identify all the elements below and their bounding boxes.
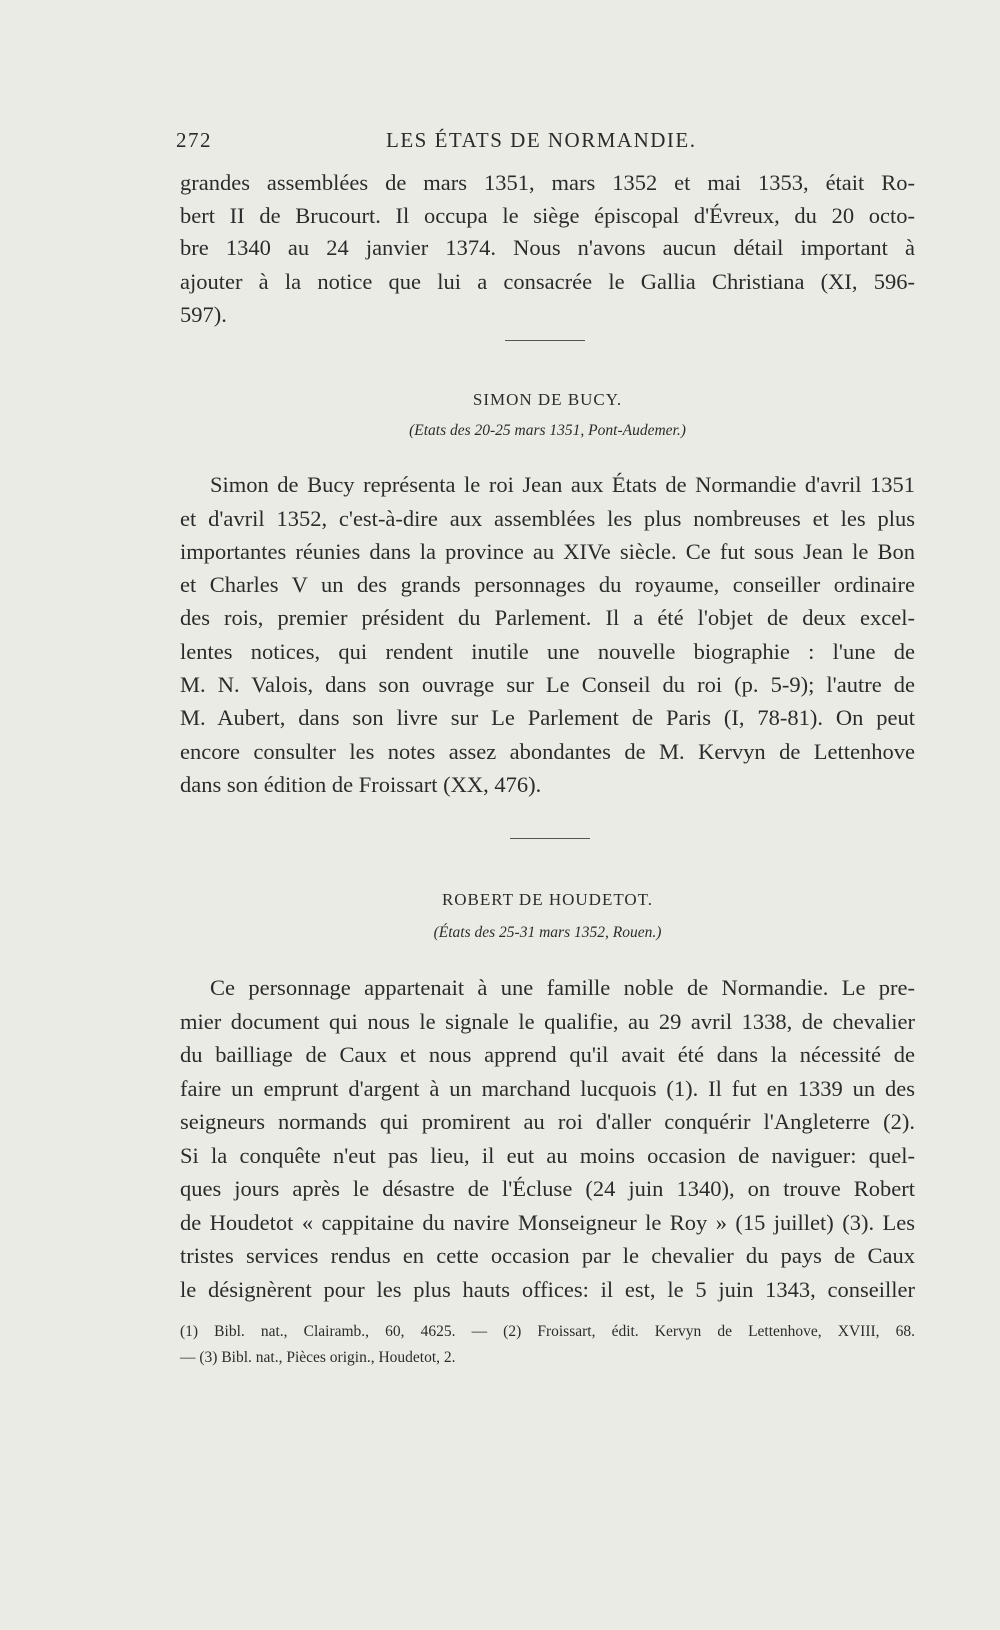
running-title: LES ÉTATS DE NORMANDIE. xyxy=(386,128,697,152)
paragraph-line: des rois, premier président du Parlement. Il a été l'objet de deux excel- xyxy=(180,605,915,630)
paragraph-line: dans son édition de Froissart (XX, 476). xyxy=(180,772,542,797)
footnote-line: — (3) Bibl. nat., Pièces origin., Houdetot, 2. xyxy=(180,1349,456,1366)
paragraph-line: du bailliage de Caux et nous apprend qu'il avait été dans la nécessité de xyxy=(180,1042,915,1067)
intro-line: 597). xyxy=(180,302,227,327)
intro-line: bre 1340 au 24 janvier 1374. Nous n'avons aucun détail important à xyxy=(180,235,915,260)
paragraph-line: tristes services rendus en cette occasion par le chevalier du pays de Caux xyxy=(180,1243,915,1268)
section-divider xyxy=(505,340,585,341)
paragraph-line: lentes notices, qui rendent inutile une nouvelle biographie : l'une de xyxy=(180,639,915,664)
footnote-line: (1) Bibl. nat., Clairamb., 60, 4625. — (2) Froissart, édit. Kervyn de Lettenhove, XVIII, 68. xyxy=(180,1323,915,1340)
intro-line: ajouter à la notice que lui a consacrée le Gallia Christiana (XI, 596- xyxy=(180,269,915,294)
paragraph-line: Ce personnage appartenait à une famille noble de Normandie. Le pre- xyxy=(210,975,915,1000)
section-title: ROBERT DE HOUDETOT. xyxy=(441,890,654,909)
paragraph-line: Simon de Bucy représenta le roi Jean aux États de Normandie d'avril 1351 xyxy=(210,472,915,497)
paragraph-line: Si la conquête n'eut pas lieu, il eut au moins occasion de naviguer: quel- xyxy=(180,1143,915,1168)
paragraph-line: importantes réunies dans la province au XIVe siècle. Ce fut sous Jean le Bon xyxy=(180,539,915,564)
running-head xyxy=(176,128,916,158)
paragraph-line: ques jours après le désastre de l'Écluse (24 juin 1340), on trouve Robert xyxy=(180,1176,915,1201)
section-subtitle: (États des 25-31 mars 1352, Rouen.) xyxy=(433,924,662,941)
paragraph-line: et d'avril 1352, c'est-à-dire aux assemblées les plus nombreuses et les plus xyxy=(180,506,915,531)
paragraph-line: de Houdetot « cappitaine du navire Monseigneur le Roy » (15 juillet) (3). Les xyxy=(180,1210,915,1235)
section-title: SIMON DE BUCY. xyxy=(472,390,623,409)
paragraph-line: et Charles V un des grands personnages du royaume, conseiller ordinaire xyxy=(180,572,915,597)
paragraph-line: M. Aubert, dans son livre sur Le Parlement de Paris (I, 78-81). On peut xyxy=(180,705,915,730)
paragraph-line: M. N. Valois, dans son ouvrage sur Le Conseil du roi (p. 5-9); l'autre de xyxy=(180,672,915,697)
paragraph-line: seigneurs normands qui promirent au roi d'aller conquérir l'Angleterre (2). xyxy=(180,1109,915,1134)
paragraph-line: le désignèrent pour les plus hauts offices: il est, le 5 juin 1343, conseiller xyxy=(180,1277,915,1302)
paragraph-line: mier document qui nous le signale le qualifie, au 29 avril 1338, de chevalier xyxy=(180,1009,915,1034)
intro-line: grandes assemblées de mars 1351, mars 1352 et mai 1353, était Ro- xyxy=(180,170,915,195)
section-subtitle: (Etats des 20-25 mars 1351, Pont-Audemer.) xyxy=(409,422,686,439)
page-number: 272 xyxy=(176,128,212,152)
intro-line: bert II de Brucourt. Il occupa le siège épiscopal d'Évreux, du 20 octo- xyxy=(180,203,915,228)
section-divider xyxy=(510,838,590,839)
paragraph-line: encore consulter les notes assez abondantes de M. Kervyn de Lettenhove xyxy=(180,739,915,764)
paragraph-line: faire un emprunt d'argent à un marchand lucquois (1). Il fut en 1339 un des xyxy=(180,1076,915,1101)
